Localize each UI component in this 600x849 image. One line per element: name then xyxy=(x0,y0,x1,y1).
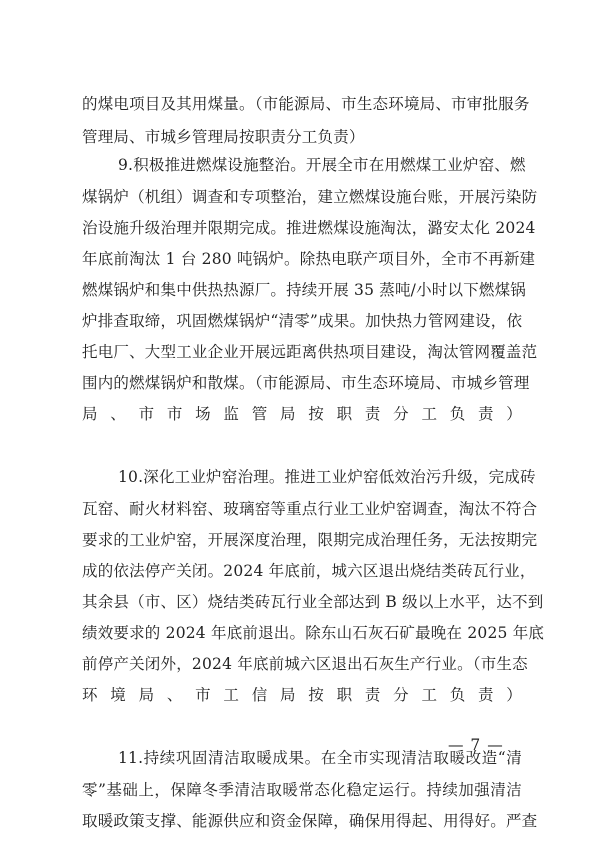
paragraph-heading-line: 11.持续巩固清洁取暖成果。在全市实现清洁取暖改造“清 xyxy=(118,749,522,767)
text-line: 托电厂、大型工业企业开展远距离供热项目建设，淘汰管网覆盖范 xyxy=(82,343,538,361)
text-line: 管理局、市城乡管理局按职责分工负责） xyxy=(82,128,365,146)
text-line: 燃煤锅炉和集中供热热源厂。持续开展 35 蒸吨/小时以下燃煤锅 xyxy=(82,281,527,299)
text-line: 瓦窑、耐火材料窑、玻璃窑等重点行业工业炉窑调查，淘汰不符合 xyxy=(82,500,538,518)
text-line: 零”基础上，保障冬季清洁取暖常态化稳定运行。持续加强清洁 xyxy=(82,781,522,799)
text-line: 要求的工业炉窑，开展深度治理，限期完成治理任务，无法按期完 xyxy=(82,531,538,549)
text-line: 取暖政策支撑、能源供应和资金保障，确保用得起、用得好。严查 xyxy=(82,812,538,830)
page-number: — 7 — xyxy=(448,736,504,754)
text-line: 其余县（市、区）烧结类砖瓦行业全部达到 B 级以上水平，达不到 xyxy=(82,593,544,611)
text-line: 绩效要求的 2024 年底前退出。除东山石灰石矿最晚在 2025 年底 xyxy=(82,624,545,642)
paragraph-heading-line: 9.积极推进燃煤设施整治。开展全市在用燃煤工业炉窑、燃 xyxy=(118,156,526,174)
text-line: 年底前淘汰 1 台 280 吨锅炉。除热电联产项目外，全市不再新建 xyxy=(82,250,536,268)
text-line: 环境局、市工信局按职责分工负责） xyxy=(82,686,522,704)
text-line: 围内的燃煤锅炉和散煤。（市能源局、市生态环境局、市城乡管理 xyxy=(82,374,530,392)
text-line: 局、市市场监管局按职责分工负责） xyxy=(82,405,522,423)
text-line: 前停产关闭外，2024 年底前城六区退出石灰生产行业。（市生态 xyxy=(82,655,528,673)
text-line: 治设施升级治理并限期完成。推进燃煤设施淘汰，潞安太化 2024 xyxy=(82,219,536,237)
text-line: 的煤电项目及其用煤量。（市能源局、市生态环境局、市审批服务 xyxy=(82,95,530,113)
paragraph-heading-line: 10.深化工业炉窑治理。推进工业炉窑低效治污升级，完成砖 xyxy=(118,468,536,486)
text-line: 成的依法停产关闭。2024 年底前，城六区退出烧结类砖瓦行业， xyxy=(82,562,536,580)
text-line: 炉排查取缔，巩固燃煤锅炉“清零”成果。加快热力管网建设，依 xyxy=(82,312,523,330)
text-line: 煤锅炉（机组）调查和专项整治，建立燃煤设施台账，开展污染防 xyxy=(82,188,538,206)
